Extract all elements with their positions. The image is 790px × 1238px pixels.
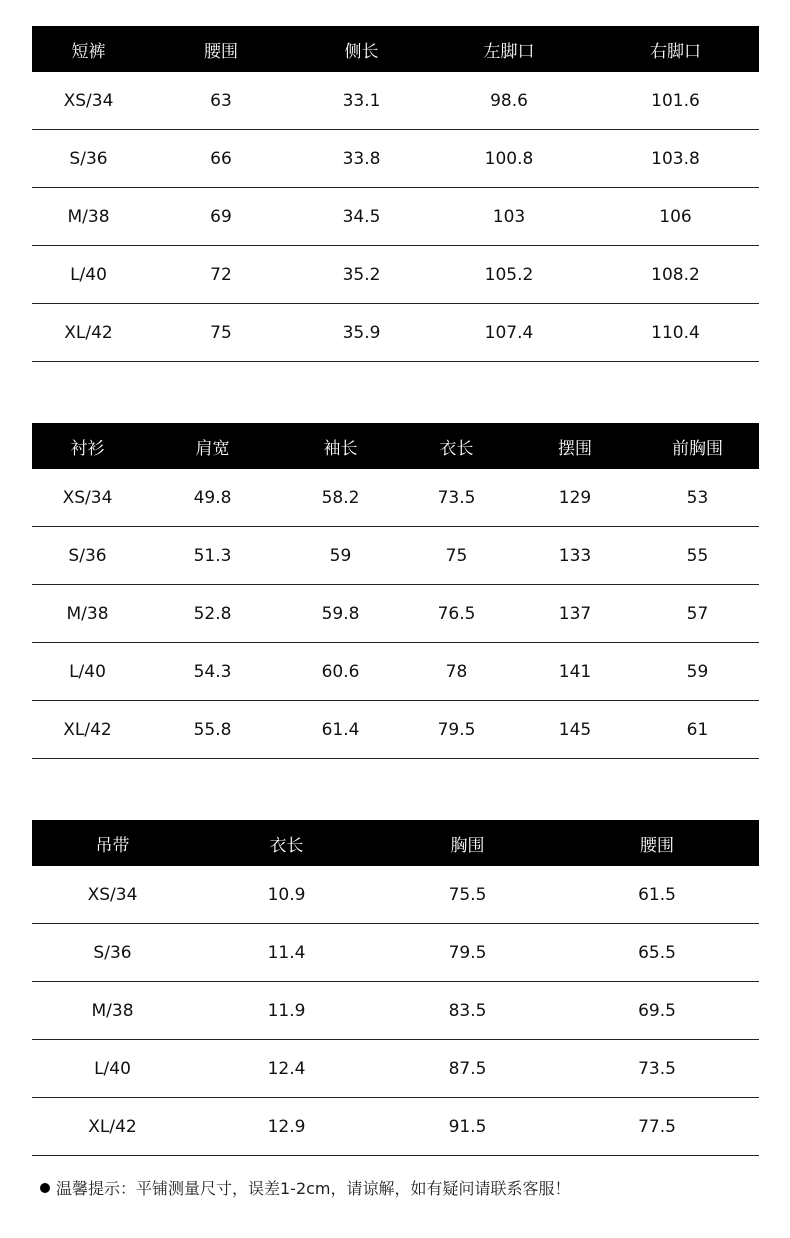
table-cell: 141	[514, 643, 636, 701]
table-row	[32, 585, 759, 643]
table-header-row	[32, 820, 759, 866]
table-cell: 98.6	[426, 72, 592, 130]
table-cell: 76.5	[399, 585, 514, 643]
table-cell: 11.9	[193, 982, 380, 1040]
column-header: 衣长	[399, 423, 514, 469]
table-cell: 11.4	[193, 924, 380, 982]
table-cell: XL/42	[32, 304, 145, 362]
table-row	[32, 924, 759, 982]
table-cell: 79.5	[380, 924, 555, 982]
table-row	[32, 246, 759, 304]
table-header-row	[32, 423, 759, 469]
column-header: 腰围	[555, 820, 759, 866]
table-cell: 49.8	[143, 469, 282, 527]
table-cell: 133	[514, 527, 636, 585]
column-header: 前胸围	[636, 423, 759, 469]
table-cell: 59	[282, 527, 399, 585]
table-row	[32, 188, 759, 246]
column-header: 袖长	[282, 423, 399, 469]
table-cell: M/38	[32, 188, 145, 246]
table-cell: 55.8	[143, 701, 282, 759]
table-cell: 83.5	[380, 982, 555, 1040]
table-cell: 72	[145, 246, 297, 304]
table-cell: 69	[145, 188, 297, 246]
column-header: 侧长	[297, 26, 426, 72]
table-cell: M/38	[32, 982, 193, 1040]
table-cell: 35.9	[297, 304, 426, 362]
table-row	[32, 643, 759, 701]
table-cell: XS/34	[32, 72, 145, 130]
column-header: 右脚口	[592, 26, 759, 72]
table-cell: 103.8	[592, 130, 759, 188]
table-row	[32, 469, 759, 527]
table-cell: 66	[145, 130, 297, 188]
table-cell: L/40	[32, 1040, 193, 1098]
table-cell: 54.3	[143, 643, 282, 701]
table-cell: 69.5	[555, 982, 759, 1040]
table-header-row	[32, 26, 759, 72]
table-cell: 75	[145, 304, 297, 362]
table-cell: 145	[514, 701, 636, 759]
table-cell: 87.5	[380, 1040, 555, 1098]
table-row	[32, 982, 759, 1040]
table-cell: 103	[426, 188, 592, 246]
table-cell: 61.4	[282, 701, 399, 759]
tip-text: 温馨提示：平铺测量尺寸，误差1-2cm，请谅解，如有疑问请联系客服！	[56, 1179, 571, 1198]
table-cell: S/36	[32, 527, 143, 585]
table-cell: 59	[636, 643, 759, 701]
column-header: 吊带	[32, 820, 193, 866]
size-table-cami	[32, 820, 759, 1156]
table-row	[32, 130, 759, 188]
table-cell: 101.6	[592, 72, 759, 130]
table-cell: XS/34	[32, 469, 143, 527]
column-header: 腰围	[145, 26, 297, 72]
table-cell: 58.2	[282, 469, 399, 527]
table-cell: 105.2	[426, 246, 592, 304]
size-table-shorts	[32, 26, 759, 362]
table-cell: S/36	[32, 924, 193, 982]
table-cell: 55	[636, 527, 759, 585]
column-header: 衬衫	[32, 423, 143, 469]
table-cell: 75.5	[380, 866, 555, 924]
column-header: 短裤	[32, 26, 145, 72]
table-cell: 75	[399, 527, 514, 585]
table-cell: XL/42	[32, 701, 143, 759]
table-cell: 33.8	[297, 130, 426, 188]
table-cell: L/40	[32, 246, 145, 304]
table-cell: S/36	[32, 130, 145, 188]
table-cell: 34.5	[297, 188, 426, 246]
table-cell: 79.5	[399, 701, 514, 759]
table-cell: XL/42	[32, 1098, 193, 1156]
bullet-dot-icon	[40, 1183, 50, 1193]
table-cell: 73.5	[399, 469, 514, 527]
table-cell: 35.2	[297, 246, 426, 304]
table-cell: 10.9	[193, 866, 380, 924]
table-row	[32, 527, 759, 585]
table-cell: 53	[636, 469, 759, 527]
table-row	[32, 866, 759, 924]
table-cell: 73.5	[555, 1040, 759, 1098]
table-cell: 60.6	[282, 643, 399, 701]
table-cell: 52.8	[143, 585, 282, 643]
table-cell: 106	[592, 188, 759, 246]
table-cell: 57	[636, 585, 759, 643]
table-cell: 77.5	[555, 1098, 759, 1156]
table-cell: 107.4	[426, 304, 592, 362]
column-header: 肩宽	[143, 423, 282, 469]
table-cell: 63	[145, 72, 297, 130]
table-cell: 91.5	[380, 1098, 555, 1156]
column-header: 衣长	[193, 820, 380, 866]
table-row	[32, 1098, 759, 1156]
table-cell: 100.8	[426, 130, 592, 188]
size-table-shirt	[32, 423, 759, 759]
table-cell: 137	[514, 585, 636, 643]
column-header: 胸围	[380, 820, 555, 866]
table-cell: 108.2	[592, 246, 759, 304]
table-cell: L/40	[32, 643, 143, 701]
table-cell: 12.9	[193, 1098, 380, 1156]
table-row	[32, 701, 759, 759]
table-cell: 65.5	[555, 924, 759, 982]
table-cell: 110.4	[592, 304, 759, 362]
table-cell: XS/34	[32, 866, 193, 924]
table-cell: 12.4	[193, 1040, 380, 1098]
table-cell: 129	[514, 469, 636, 527]
measurement-tip	[40, 1176, 571, 1199]
table-cell: 61.5	[555, 866, 759, 924]
table-row	[32, 72, 759, 130]
table-cell: 78	[399, 643, 514, 701]
table-cell: 51.3	[143, 527, 282, 585]
column-header: 左脚口	[426, 26, 592, 72]
table-row	[32, 1040, 759, 1098]
table-row	[32, 304, 759, 362]
table-cell: 61	[636, 701, 759, 759]
column-header: 摆围	[514, 423, 636, 469]
table-cell: 33.1	[297, 72, 426, 130]
table-cell: M/38	[32, 585, 143, 643]
table-cell: 59.8	[282, 585, 399, 643]
